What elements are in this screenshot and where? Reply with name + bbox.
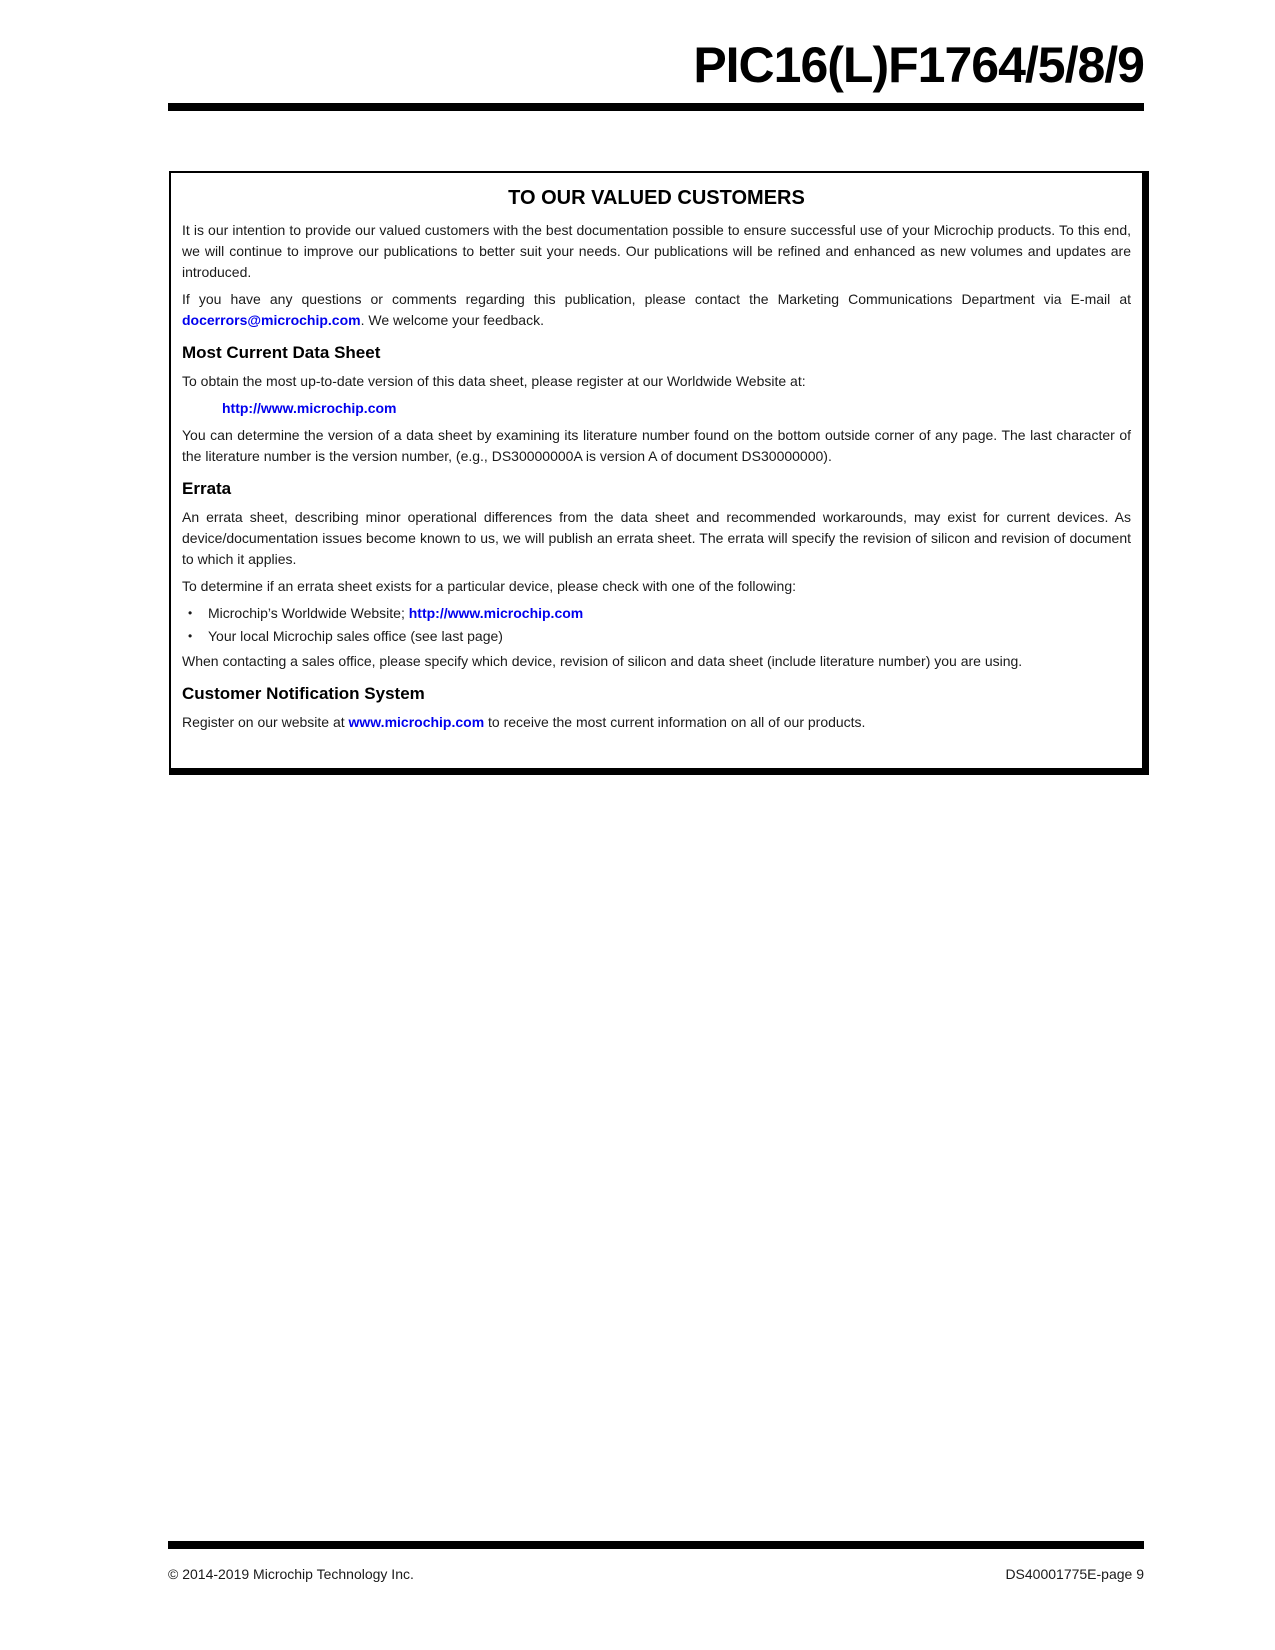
page-title: PIC16(L)F1764/5/8/9 (693, 37, 1144, 93)
feedback-text-before: If you have any questions or comments regarding this publication, please contact the Marketing Communications Department via E-mail at (182, 291, 1131, 307)
bullet-icon: • (188, 606, 193, 620)
errata-paragraph-1: An errata sheet, describing minor operational differences from the data sheet and recommended workarounds, may exist for current devices. As device/documentation issues become known to us, we will publish an errata sheet. The errata will specify the revision of silicon and revision of document to which it applies. (182, 509, 1131, 567)
version-paragraph: You can determine the version of a data sheet by examining its literature number found on the bottom outside corner of any page. The last character of the literature number is the version number, (e.g., DS30000000A is version A of document DS30000000). (182, 427, 1131, 464)
bullet-website-text (208, 603, 583, 624)
intro-paragraph: It is our intention to provide our valued customers with the best documentation possible to ensure successful use of your Microchip products. To this end, we will continue to improve our publications to better suit your needs. Our publications will be refined and enhanced as new volumes and updates are introduced. (182, 222, 1131, 280)
website-link-row (222, 398, 1131, 419)
footer-copyright: © 2014-2019 Microchip Technology Inc. (168, 1566, 414, 1582)
bullet-website-label: Microchip’s Worldwide Website; (208, 605, 409, 621)
microchip-website-link[interactable]: http://www.microchip.com (222, 400, 397, 416)
footer-doc-number: DS40001775E-page 9 (1005, 1566, 1144, 1582)
feedback-text-after: . We welcome your feedback. (360, 312, 544, 328)
notification-heading: Customer Notification System (182, 684, 425, 703)
most-current-paragraph: To obtain the most up-to-date version of this data sheet, please register at our Worldwide Website at: (182, 373, 806, 389)
errata-paragraph-3: When contacting a sales office, please specify which device, revision of silicon and data sheet (include literature number) you are using. (182, 653, 1023, 669)
errata-paragraph-2: To determine if an errata sheet exists for a particular device, please check with one of the following: (182, 578, 796, 594)
notification-paragraph (182, 712, 1131, 733)
errata-bullet-sales-office (188, 626, 1131, 647)
most-current-heading: Most Current Data Sheet (182, 343, 381, 362)
errata-heading: Errata (182, 479, 232, 498)
header-divider (168, 103, 1144, 111)
box-title: TO OUR VALUED CUSTOMERS (508, 187, 805, 209)
feedback-paragraph (182, 289, 1131, 331)
errata-website-link[interactable]: http://www.microchip.com (408, 605, 584, 621)
bullet-icon: • (188, 629, 193, 643)
footer-divider (168, 1541, 1144, 1549)
errata-bullet-website (188, 603, 1131, 624)
docerrors-email-link[interactable]: docerrors@microchip.com (182, 312, 361, 328)
valued-customers-box (169, 171, 1149, 775)
notification-text-before: Register on our website at (182, 714, 349, 730)
notification-text-after: to receive the most current information on all of our products. (484, 714, 866, 730)
bullet-sales-office-text: Your local Microchip sales office (see last page) (208, 628, 503, 644)
notification-website-link[interactable]: www.microchip.com (348, 714, 485, 730)
footer (168, 1566, 1144, 1582)
